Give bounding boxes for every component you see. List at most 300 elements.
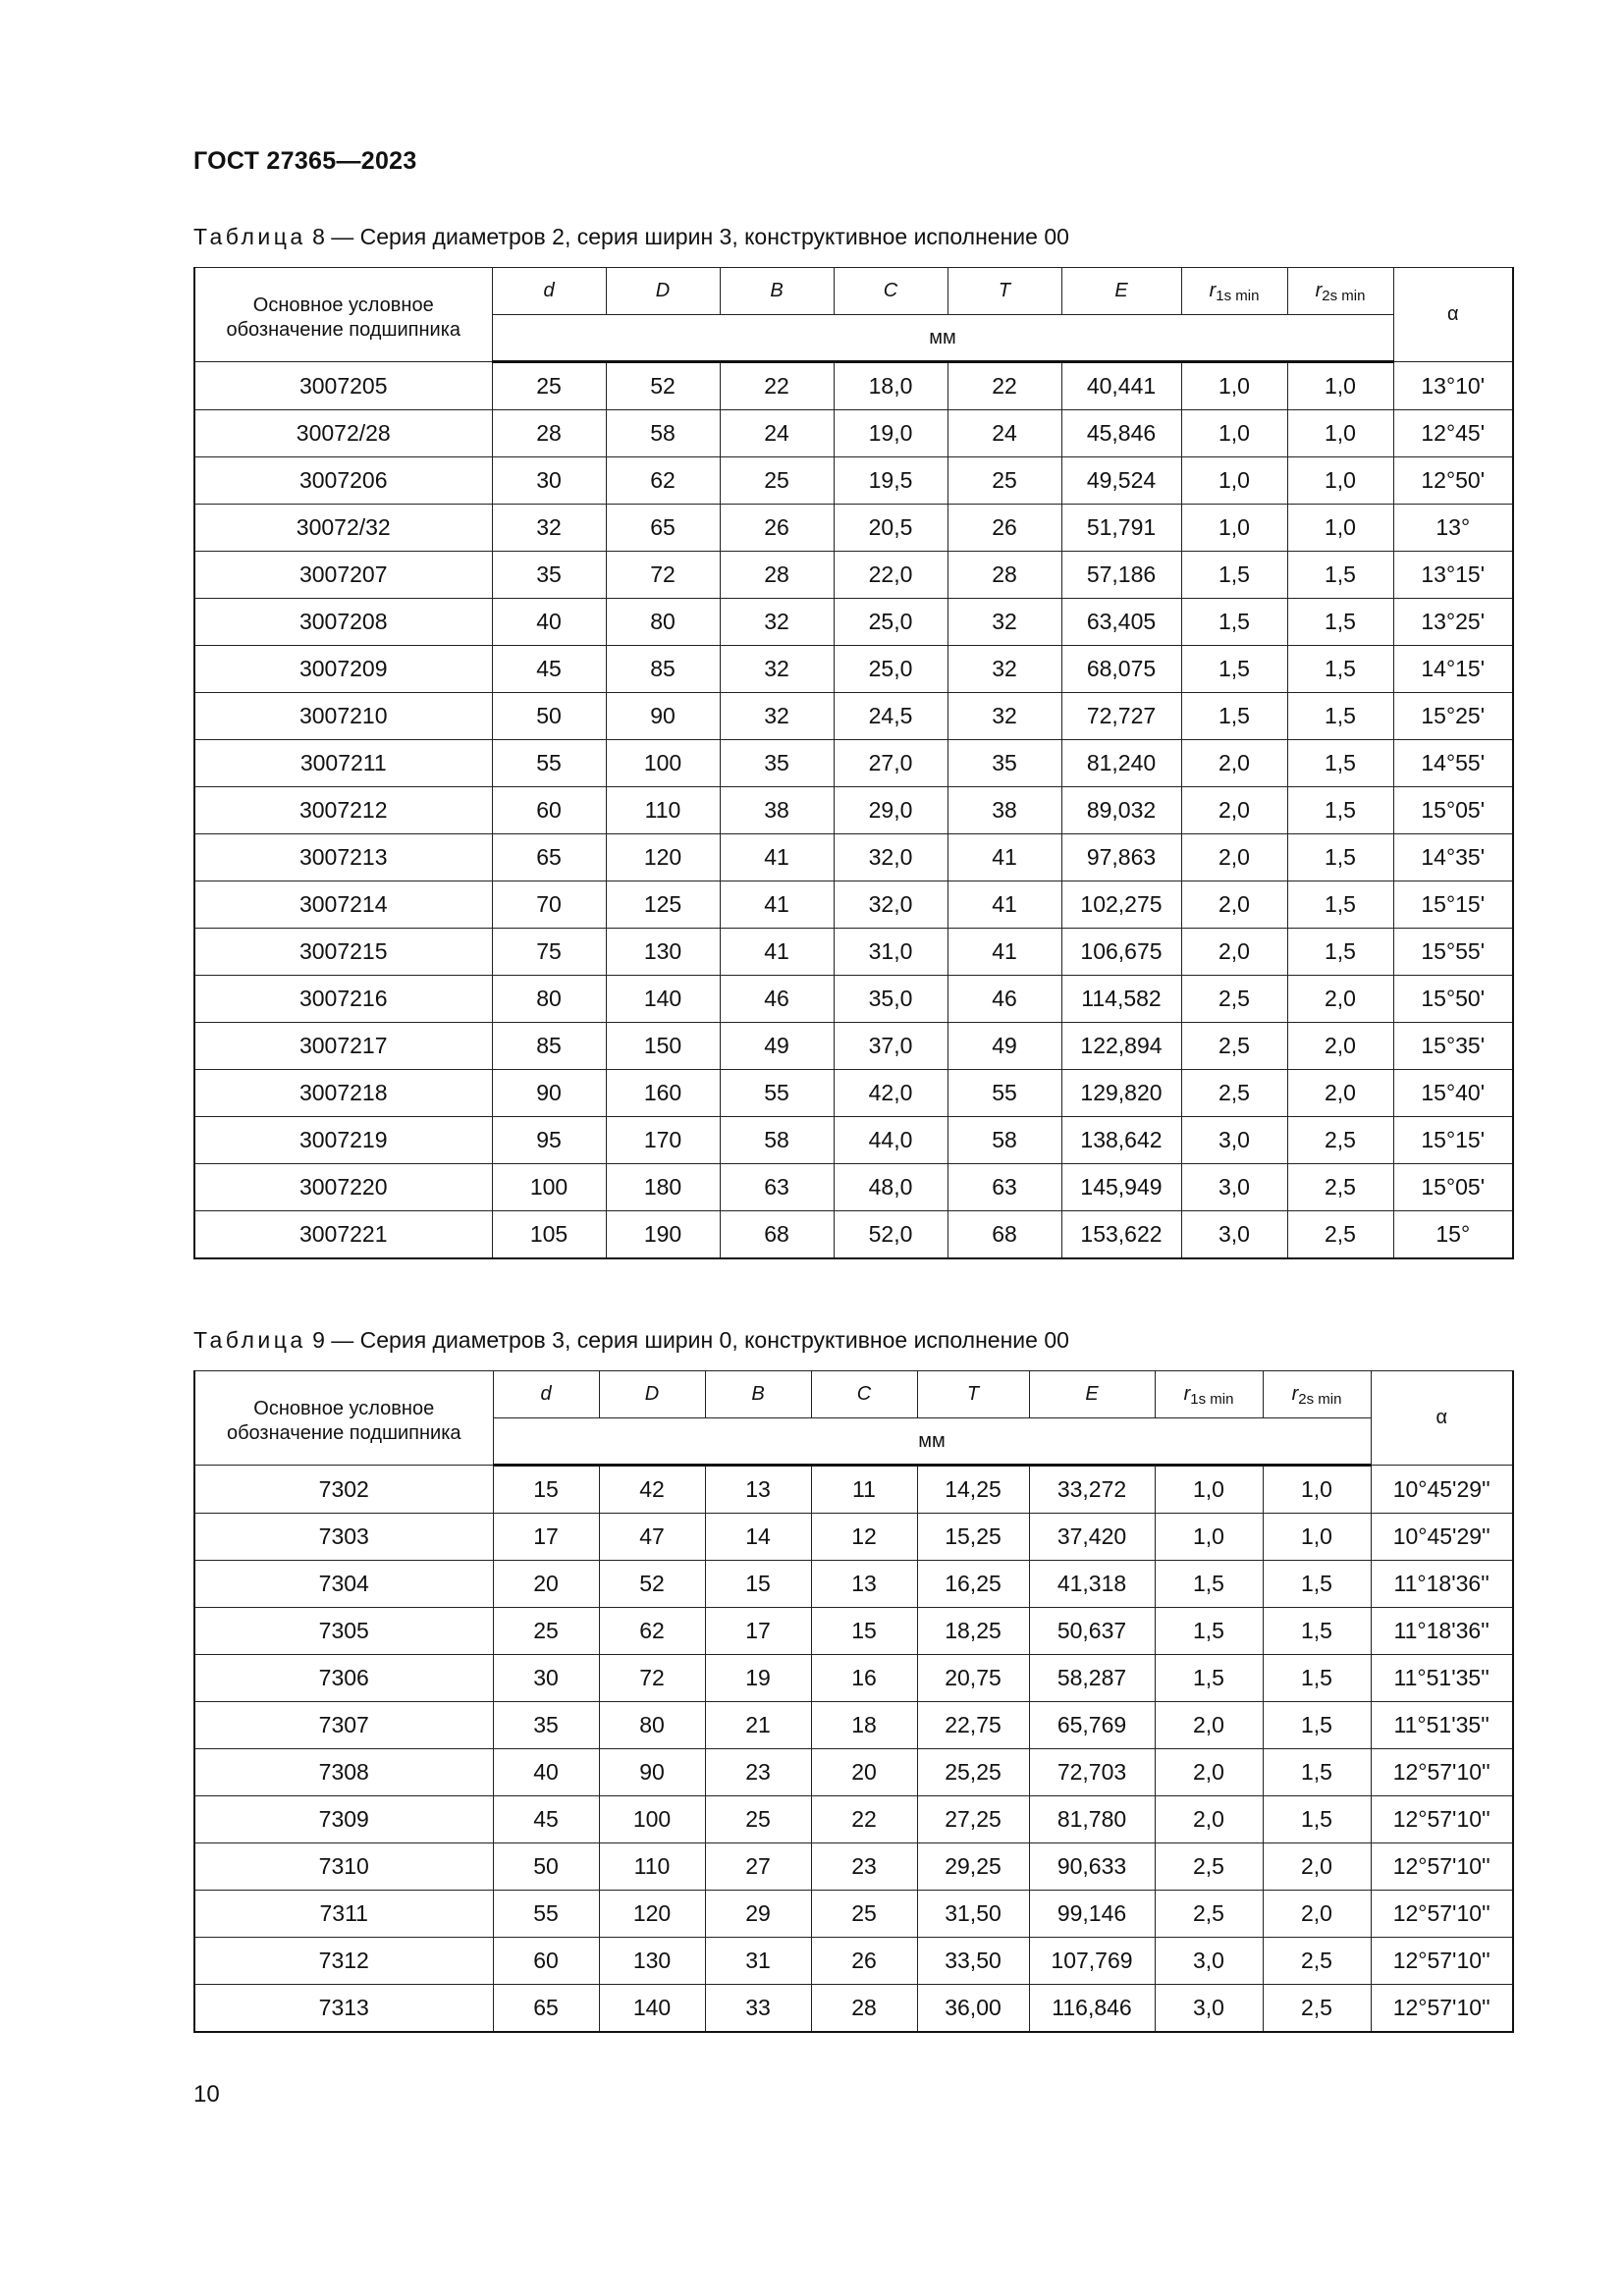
table-cell: 33,272	[1029, 1466, 1155, 1514]
table-cell: 35	[492, 552, 606, 599]
table-cell: 1,5	[1155, 1608, 1263, 1655]
table8-header-r2-symbol: r	[1315, 280, 1323, 301]
table-cell: 140	[606, 976, 720, 1023]
table-cell: 42	[599, 1466, 705, 1514]
table-cell: 100	[599, 1796, 705, 1843]
table-row	[194, 457, 1513, 505]
table-cell: 32,0	[834, 881, 947, 929]
table-cell: 41	[720, 834, 834, 881]
table-cell: 63	[947, 1164, 1061, 1211]
table-cell: 47	[599, 1514, 705, 1561]
table-cell: 48,0	[834, 1164, 947, 1211]
table-cell: 1,0	[1287, 505, 1393, 552]
table-cell: 20	[493, 1561, 599, 1608]
table-cell: 14,25	[917, 1466, 1029, 1514]
table-cell: 90,633	[1029, 1843, 1155, 1891]
table-cell: 35	[720, 740, 834, 787]
table8-header-alpha: α	[1393, 268, 1513, 362]
table-cell: 72,727	[1061, 693, 1181, 740]
table-cell: 10°45'29''	[1371, 1466, 1513, 1514]
table-cell: 2,5	[1181, 1023, 1287, 1070]
table-cell: 17	[705, 1608, 811, 1655]
table-cell: 12	[811, 1514, 917, 1561]
table-cell: 15	[811, 1608, 917, 1655]
table-cell: 12°57'10''	[1371, 1938, 1513, 1985]
bearing-designation-cell: 3007216	[194, 976, 492, 1023]
table-cell: 2,5	[1155, 1891, 1263, 1938]
table-cell: 35	[947, 740, 1061, 787]
table-cell: 19	[705, 1655, 811, 1702]
table-cell: 28	[492, 410, 606, 457]
table8-header-T: T	[947, 268, 1061, 315]
table-cell: 2,0	[1287, 1023, 1393, 1070]
bearing-designation-cell: 3007211	[194, 740, 492, 787]
table-cell: 1,0	[1181, 505, 1287, 552]
table-cell: 58	[947, 1117, 1061, 1164]
table-cell: 116,846	[1029, 1985, 1155, 2033]
table-cell: 2,0	[1181, 787, 1287, 834]
table-cell: 1,5	[1263, 1702, 1371, 1749]
table-cell: 25	[811, 1891, 917, 1938]
table-cell: 150	[606, 1023, 720, 1070]
table-cell: 2,0	[1181, 740, 1287, 787]
table-cell: 12°45'	[1393, 410, 1513, 457]
table-cell: 1,0	[1155, 1466, 1263, 1514]
table9-header-r1-sub: 1s min	[1190, 1391, 1234, 1408]
table-cell: 99,146	[1029, 1891, 1155, 1938]
table-cell: 22,75	[917, 1702, 1029, 1749]
table-cell: 23	[705, 1749, 811, 1796]
table-cell: 19,5	[834, 457, 947, 505]
table9-header-r2	[1263, 1371, 1371, 1418]
table-cell: 1,0	[1287, 362, 1393, 410]
bearing-designation-cell: 7307	[194, 1702, 493, 1749]
table8-header-d: d	[492, 268, 606, 315]
table-cell: 13°25'	[1393, 599, 1513, 646]
table-cell: 80	[606, 599, 720, 646]
bearing-designation-cell: 3007218	[194, 1070, 492, 1117]
table-cell: 68	[720, 1211, 834, 1259]
table-cell: 15	[493, 1466, 599, 1514]
table-cell: 52	[606, 362, 720, 410]
table-cell: 24,5	[834, 693, 947, 740]
table-cell: 14°55'	[1393, 740, 1513, 787]
table-cell: 2,5	[1287, 1164, 1393, 1211]
bearing-designation-cell: 7313	[194, 1985, 493, 2033]
table-cell: 49	[720, 1023, 834, 1070]
table-cell: 58	[606, 410, 720, 457]
bearing-designation-cell: 3007206	[194, 457, 492, 505]
table9-header-D: D	[599, 1371, 705, 1418]
table-cell: 58	[720, 1117, 834, 1164]
table-cell: 25,0	[834, 599, 947, 646]
table-cell: 125	[606, 881, 720, 929]
table-cell: 35	[493, 1702, 599, 1749]
bearing-designation-cell: 3007207	[194, 552, 492, 599]
table-cell: 145,949	[1061, 1164, 1181, 1211]
table-row	[194, 1608, 1513, 1655]
table-row	[194, 1514, 1513, 1561]
table-row	[194, 1070, 1513, 1117]
table-cell: 15°05'	[1393, 1164, 1513, 1211]
table-cell: 65	[493, 1985, 599, 2033]
bearing-designation-cell: 3007209	[194, 646, 492, 693]
table-cell: 130	[606, 929, 720, 976]
table-cell: 32	[720, 646, 834, 693]
table-cell: 32,0	[834, 834, 947, 881]
table-cell: 114,582	[1061, 976, 1181, 1023]
table-cell: 25,0	[834, 646, 947, 693]
table-row	[194, 599, 1513, 646]
table-row	[194, 881, 1513, 929]
table-cell: 52,0	[834, 1211, 947, 1259]
table-cell: 28	[811, 1985, 917, 2033]
table-cell: 46	[947, 976, 1061, 1023]
table-cell: 1,5	[1287, 599, 1393, 646]
table8	[193, 267, 1514, 1259]
table-cell: 65	[492, 834, 606, 881]
table-cell: 15°15'	[1393, 881, 1513, 929]
table-cell: 46	[720, 976, 834, 1023]
table8-caption-text: 8 — Серия диаметров 2, серия ширин 3, конструктивное исполнение 00	[305, 224, 1069, 249]
table-cell: 30	[493, 1655, 599, 1702]
table8-body	[194, 362, 1513, 1259]
table-row	[194, 1749, 1513, 1796]
table9-caption	[193, 1327, 1069, 1354]
table-cell: 12°57'10''	[1371, 1843, 1513, 1891]
table-row	[194, 362, 1513, 410]
bearing-designation-cell: 3007205	[194, 362, 492, 410]
table-cell: 15°35'	[1393, 1023, 1513, 1070]
table-cell: 13°	[1393, 505, 1513, 552]
table-cell: 1,5	[1287, 881, 1393, 929]
table-cell: 2,5	[1181, 976, 1287, 1023]
table-cell: 100	[492, 1164, 606, 1211]
table-cell: 62	[599, 1608, 705, 1655]
table-cell: 12°57'10''	[1371, 1891, 1513, 1938]
table-cell: 28	[720, 552, 834, 599]
table-cell: 26	[720, 505, 834, 552]
table-cell: 2,0	[1155, 1796, 1263, 1843]
table-cell: 106,675	[1061, 929, 1181, 976]
table-cell: 2,0	[1287, 1070, 1393, 1117]
table-cell: 25	[493, 1608, 599, 1655]
table-cell: 25	[705, 1796, 811, 1843]
table-cell: 3,0	[1155, 1985, 1263, 2033]
table-cell: 11°51'35''	[1371, 1702, 1513, 1749]
table9-header-r2-sub: 2s min	[1298, 1391, 1342, 1408]
table-cell: 27	[705, 1843, 811, 1891]
bearing-designation-cell: 7303	[194, 1514, 493, 1561]
table9-header-r1	[1155, 1371, 1263, 1418]
table8-header-E: E	[1061, 268, 1181, 315]
table-cell: 24	[720, 410, 834, 457]
table-cell: 28	[947, 552, 1061, 599]
table-cell: 120	[606, 834, 720, 881]
table-row	[194, 1891, 1513, 1938]
table8-header-unit: мм	[492, 315, 1393, 362]
table-cell: 25	[947, 457, 1061, 505]
table-cell: 81,240	[1061, 740, 1181, 787]
table-cell: 12°57'10''	[1371, 1749, 1513, 1796]
table-cell: 45	[493, 1796, 599, 1843]
table-cell: 13°10'	[1393, 362, 1513, 410]
table-cell: 38	[947, 787, 1061, 834]
table8-header-D: D	[606, 268, 720, 315]
bearing-designation-cell: 3007212	[194, 787, 492, 834]
table-cell: 16,25	[917, 1561, 1029, 1608]
table9-caption-word: Таблица	[193, 1327, 306, 1353]
table-cell: 1,5	[1263, 1608, 1371, 1655]
table-cell: 1,5	[1155, 1561, 1263, 1608]
table-cell: 37,420	[1029, 1514, 1155, 1561]
bearing-designation-cell: 7306	[194, 1655, 493, 1702]
bearing-designation-cell: 3007221	[194, 1211, 492, 1259]
bearing-designation-cell: 3007217	[194, 1023, 492, 1070]
table-cell: 1,5	[1263, 1749, 1371, 1796]
table-row	[194, 1023, 1513, 1070]
table-cell: 55	[492, 740, 606, 787]
table9-header-r1-symbol: r	[1183, 1383, 1191, 1405]
table9-header-C: C	[811, 1371, 917, 1418]
table-cell: 15°05'	[1393, 787, 1513, 834]
table-cell: 44,0	[834, 1117, 947, 1164]
table-cell: 1,0	[1263, 1514, 1371, 1561]
table-cell: 25,25	[917, 1749, 1029, 1796]
table9-header-alpha: α	[1371, 1371, 1513, 1466]
table-cell: 160	[606, 1070, 720, 1117]
table-cell: 60	[493, 1938, 599, 1985]
table-cell: 45,846	[1061, 410, 1181, 457]
table-cell: 2,0	[1287, 976, 1393, 1023]
table-cell: 51,791	[1061, 505, 1181, 552]
table-cell: 1,5	[1181, 552, 1287, 599]
table9-header-unit: мм	[493, 1418, 1371, 1466]
table8-header-r1-symbol: r	[1209, 280, 1217, 301]
table-cell: 2,0	[1181, 929, 1287, 976]
table-cell: 12°50'	[1393, 457, 1513, 505]
table-cell: 26	[947, 505, 1061, 552]
table-cell: 20	[811, 1749, 917, 1796]
table8-header-r2	[1287, 268, 1393, 315]
table-cell: 36,00	[917, 1985, 1029, 2033]
table-cell: 32	[947, 646, 1061, 693]
table-cell: 100	[606, 740, 720, 787]
table-cell: 72	[599, 1655, 705, 1702]
table-cell: 140	[599, 1985, 705, 2033]
bearing-designation-cell: 3007214	[194, 881, 492, 929]
table-cell: 1,5	[1287, 693, 1393, 740]
table-cell: 49,524	[1061, 457, 1181, 505]
table-cell: 3,0	[1181, 1164, 1287, 1211]
table-row	[194, 1561, 1513, 1608]
table-row	[194, 1796, 1513, 1843]
table-cell: 15,25	[917, 1514, 1029, 1561]
table-cell: 20,75	[917, 1655, 1029, 1702]
table-cell: 2,0	[1263, 1891, 1371, 1938]
bearing-designation-cell: 7304	[194, 1561, 493, 1608]
table-cell: 27,25	[917, 1796, 1029, 1843]
table-cell: 55	[947, 1070, 1061, 1117]
table-row	[194, 646, 1513, 693]
table-cell: 1,0	[1287, 410, 1393, 457]
table-cell: 25	[492, 362, 606, 410]
table-cell: 65	[606, 505, 720, 552]
table-cell: 1,5	[1263, 1796, 1371, 1843]
table-cell: 1,5	[1287, 834, 1393, 881]
table-cell: 41	[947, 834, 1061, 881]
table-cell: 52	[599, 1561, 705, 1608]
bearing-designation-cell: 3007208	[194, 599, 492, 646]
table-row	[194, 740, 1513, 787]
table-cell: 1,5	[1181, 693, 1287, 740]
table-cell: 63	[720, 1164, 834, 1211]
table-cell: 2,5	[1263, 1985, 1371, 2033]
table8-caption-word: Таблица	[193, 224, 306, 249]
table-cell: 45	[492, 646, 606, 693]
table-cell: 1,5	[1263, 1655, 1371, 1702]
bearing-designation-cell: 7309	[194, 1796, 493, 1843]
document-header: ГОСТ 27365—2023	[193, 147, 417, 175]
bearing-designation-cell: 7312	[194, 1938, 493, 1985]
table-cell: 15°50'	[1393, 976, 1513, 1023]
table-cell: 35,0	[834, 976, 947, 1023]
table9-body	[194, 1466, 1513, 2033]
table-cell: 153,622	[1061, 1211, 1181, 1259]
table-cell: 32	[947, 693, 1061, 740]
table-cell: 40	[492, 599, 606, 646]
table-cell: 65,769	[1029, 1702, 1155, 1749]
table-row	[194, 1211, 1513, 1259]
bearing-designation-cell: 3007219	[194, 1117, 492, 1164]
table-cell: 3,0	[1155, 1938, 1263, 1985]
table-cell: 22	[947, 362, 1061, 410]
table-row	[194, 787, 1513, 834]
table-cell: 1,5	[1263, 1561, 1371, 1608]
table-row	[194, 929, 1513, 976]
table8-header-r1-sub: 1s min	[1216, 288, 1260, 304]
table-cell: 33	[705, 1985, 811, 2033]
table-row	[194, 1938, 1513, 1985]
page-number: 10	[193, 2081, 220, 2108]
table-cell: 16	[811, 1655, 917, 1702]
table-cell: 21	[705, 1702, 811, 1749]
table9-header-T: T	[917, 1371, 1029, 1418]
table-cell: 2,5	[1287, 1117, 1393, 1164]
table9-header-d: d	[493, 1371, 599, 1418]
table-cell: 41,318	[1029, 1561, 1155, 1608]
table-cell: 32	[720, 693, 834, 740]
table9	[193, 1370, 1514, 2033]
table-cell: 2,5	[1287, 1211, 1393, 1259]
table-cell: 11°18'36''	[1371, 1561, 1513, 1608]
table-cell: 22,0	[834, 552, 947, 599]
table-cell: 55	[493, 1891, 599, 1938]
table-cell: 33,50	[917, 1938, 1029, 1985]
bearing-designation-cell: 7305	[194, 1608, 493, 1655]
table-cell: 42,0	[834, 1070, 947, 1117]
table-row	[194, 410, 1513, 457]
table-cell: 14°35'	[1393, 834, 1513, 881]
table-cell: 90	[492, 1070, 606, 1117]
table-cell: 14°15'	[1393, 646, 1513, 693]
table-cell: 41	[720, 881, 834, 929]
table-cell: 130	[599, 1938, 705, 1985]
table-cell: 12°57'10''	[1371, 1985, 1513, 2033]
table-cell: 170	[606, 1117, 720, 1164]
table-row	[194, 1164, 1513, 1211]
bearing-designation-cell: 30072/32	[194, 505, 492, 552]
table-cell: 18	[811, 1702, 917, 1749]
bearing-designation-cell: 3007213	[194, 834, 492, 881]
table-cell: 75	[492, 929, 606, 976]
table-cell: 18,25	[917, 1608, 1029, 1655]
table-cell: 41	[947, 929, 1061, 976]
table-cell: 3,0	[1181, 1211, 1287, 1259]
bearing-designation-cell: 7310	[194, 1843, 493, 1891]
table-cell: 122,894	[1061, 1023, 1181, 1070]
table-cell: 20,5	[834, 505, 947, 552]
table-cell: 50	[493, 1843, 599, 1891]
table-cell: 1,5	[1287, 646, 1393, 693]
table8-header-C: C	[834, 268, 947, 315]
table-cell: 2,0	[1181, 834, 1287, 881]
table-cell: 3,0	[1181, 1117, 1287, 1164]
table-cell: 63,405	[1061, 599, 1181, 646]
table-cell: 50	[492, 693, 606, 740]
table-row	[194, 1985, 1513, 2033]
table8-header-designation: Основное условное обозначение подшипника	[194, 268, 492, 362]
table9-header-B: B	[705, 1371, 811, 1418]
table-row	[194, 834, 1513, 881]
table-row	[194, 1843, 1513, 1891]
table-cell: 26	[811, 1938, 917, 1985]
table-cell: 90	[599, 1749, 705, 1796]
table-cell: 15°25'	[1393, 693, 1513, 740]
table-cell: 41	[947, 881, 1061, 929]
table-cell: 18,0	[834, 362, 947, 410]
table-row	[194, 505, 1513, 552]
table-cell: 62	[606, 457, 720, 505]
table-cell: 2,0	[1263, 1843, 1371, 1891]
table-cell: 29	[705, 1891, 811, 1938]
bearing-designation-cell: 3007210	[194, 693, 492, 740]
table9-header-E: E	[1029, 1371, 1155, 1418]
table-cell: 13	[811, 1561, 917, 1608]
table-cell: 27,0	[834, 740, 947, 787]
table9-caption-text: 9 — Серия диаметров 3, серия ширин 0, конструктивное исполнение 00	[305, 1327, 1069, 1353]
table-cell: 50,637	[1029, 1608, 1155, 1655]
table-cell: 2,0	[1181, 881, 1287, 929]
table-cell: 80	[599, 1702, 705, 1749]
table-cell: 1,5	[1181, 646, 1287, 693]
table-cell: 102,275	[1061, 881, 1181, 929]
table-cell: 32	[947, 599, 1061, 646]
bearing-designation-cell: 3007220	[194, 1164, 492, 1211]
table-cell: 1,0	[1287, 457, 1393, 505]
table-cell: 15°15'	[1393, 1117, 1513, 1164]
table-cell: 180	[606, 1164, 720, 1211]
table-cell: 72	[606, 552, 720, 599]
bearing-designation-cell: 30072/28	[194, 410, 492, 457]
table-cell: 17	[493, 1514, 599, 1561]
table-cell: 12°57'10''	[1371, 1796, 1513, 1843]
table-cell: 1,5	[1287, 787, 1393, 834]
table8-caption	[193, 224, 1069, 250]
table-cell: 85	[492, 1023, 606, 1070]
table-cell: 11°18'36''	[1371, 1608, 1513, 1655]
table-cell: 30	[492, 457, 606, 505]
